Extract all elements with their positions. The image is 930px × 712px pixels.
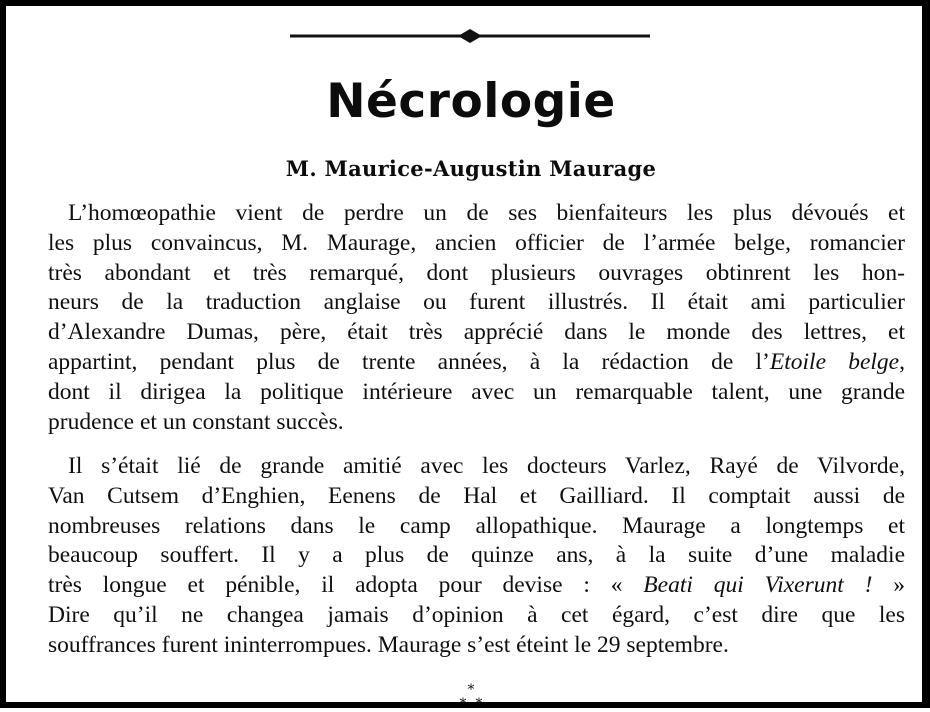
paragraph-1-line: très abondant et très remarqué, dont plusieurs ouvrages obtinrent les hon-: [48, 259, 905, 286]
paragraph-1-line: neurs de la traduction anglaise ou furent illustrés. Il était ami particulier: [48, 289, 905, 316]
article-subtitle: M. Maurice-Augustin Maurage: [285, 156, 657, 181]
motto-text: Beati qui Vixerunt !: [643, 572, 873, 599]
svg-text:*: *: [467, 682, 475, 698]
motto-closing-quote: »: [872, 572, 906, 599]
paragraph-1: [48, 199, 905, 437]
paragraph-2: [48, 452, 905, 661]
paragraph-2-line: souffrances furent ininterrompues. Maurage s’est éteint le 29 septembre.: [48, 631, 729, 658]
article-title: Nécrologie: [326, 74, 616, 129]
paragraph-1-line: d’Alexandre Dumas, père, était très apprécié dans le monde des lettres, et: [48, 319, 905, 346]
journal-name: Etoile belge: [769, 348, 900, 375]
paragraph-1-line: les plus convaincus, M. Maurage, ancien officier de l’armée belge, romancier: [48, 229, 905, 256]
paragraph-1-line: prudence et un constant succès.: [48, 408, 344, 435]
header-rule-ornament: [288, 26, 652, 46]
paragraph-2-line: Dire qu’il ne changea jamais d’opinion à cet égard, c’est dire que les: [48, 601, 905, 628]
motto-lead-text: très longue et pénible, il adopta pour devise : «: [48, 572, 644, 599]
paragraph-1-line: L’homœopathie vient de perdre un de ses bienfaiteurs les plus dévoués et: [68, 200, 905, 226]
paragraph-2-line: Il s’était lié de grande amitié avec les docteurs Varlez, Rayé de Vilvorde,: [68, 453, 905, 479]
paragraph-2-line-motto: [48, 571, 905, 601]
journal-lead-text: appartint, pendant plus de trente années, à la rédaction de l’: [48, 348, 770, 375]
paragraph-1-line-journal: [48, 348, 905, 378]
paragraph-2-line: Van Cutsem d’Enghien, Eenens de Hal et Gailliard. Il comptait aussi de: [48, 482, 905, 509]
paragraph-1-line: dont il dirigea la politique intérieure avec un remarquable talent, une grande: [48, 378, 905, 405]
paragraph-2-line: nombreuses relations dans le camp allopathique. Maurage a longtemps et: [48, 512, 905, 539]
journal-trailing-comma: ,: [899, 348, 905, 375]
svg-text:*: *: [459, 696, 467, 712]
svg-text:*: *: [475, 696, 483, 712]
paragraph-2-line: beaucoup souffert. Il y a plus de quinze ans, à la suite d’une maladie: [48, 542, 905, 569]
